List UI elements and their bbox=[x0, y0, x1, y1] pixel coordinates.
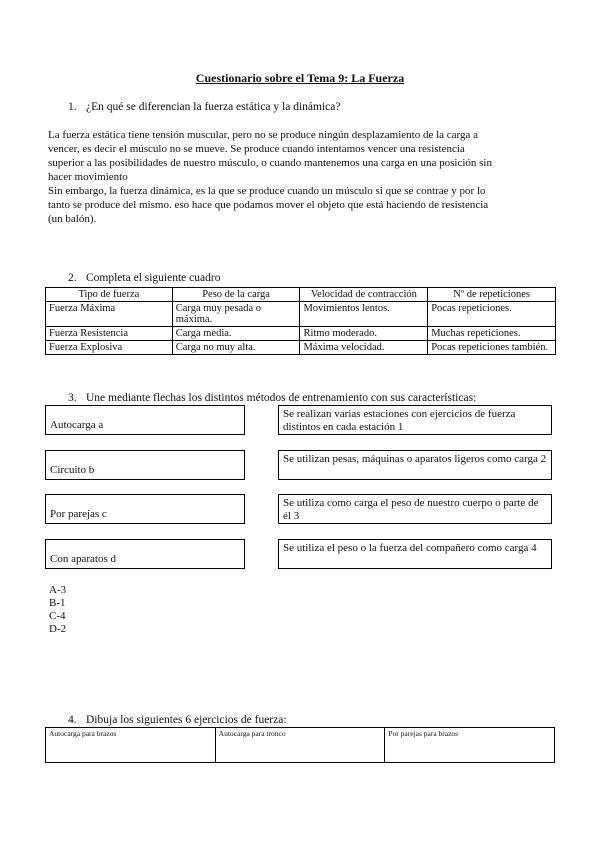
answers-list bbox=[49, 584, 66, 636]
characteristic-text: Se utiliza el peso o la fuerza del compañero como carga 4 bbox=[283, 542, 537, 554]
table-row bbox=[46, 341, 556, 355]
answer-1-part-a bbox=[48, 128, 548, 184]
characteristic-box-2[interactable] bbox=[278, 450, 552, 480]
table-cell: Pocas repeticiones también. bbox=[428, 341, 556, 355]
method-box-c[interactable] bbox=[45, 494, 245, 524]
table-header-cell: Tipo de fuerza bbox=[46, 288, 173, 302]
characteristic-text: Se realizan varias estaciones con ejercicios de fuerza distintos en cada estación 1 bbox=[283, 408, 516, 433]
table-cell: Fuerza Máxima bbox=[46, 302, 173, 327]
characteristic-box-4[interactable] bbox=[278, 539, 552, 569]
table-header-row bbox=[46, 288, 556, 302]
table-cell: Ritmo moderado. bbox=[300, 327, 428, 341]
force-table bbox=[45, 287, 556, 355]
method-label: Con aparatos d bbox=[50, 553, 116, 565]
drawing-cell[interactable]: Autocarga para tronco bbox=[215, 728, 385, 763]
table-cell: Carga no muy alta. bbox=[172, 341, 300, 355]
drawing-cell[interactable]: Por parejas para brazos bbox=[385, 728, 555, 763]
method-label: Autocarga a bbox=[50, 419, 104, 431]
answer-line: vencer, es decir el músculo no se mueve. Se produce cuando intentamos vencer una resistencia bbox=[48, 143, 465, 155]
table-row bbox=[46, 327, 556, 341]
table-cell: Carga muy pesada o máxima. bbox=[172, 302, 300, 327]
table-cell: Pocas repeticiones. bbox=[428, 302, 556, 327]
table-header-cell: Peso de la carga bbox=[172, 288, 300, 302]
table-row bbox=[46, 728, 555, 763]
page-title: Cuestionario sobre el Tema 9: La Fuerza bbox=[195, 71, 405, 85]
answer-line: hacer movimiento bbox=[48, 171, 128, 183]
answer-item: A-3 bbox=[49, 584, 67, 596]
answer-line: Sin embargo, la fuerza dinámica, es la que se produce cuando un músculo si que se contrae y por lo bbox=[48, 185, 486, 197]
answer-line: superior a las posibilidades de nuestro músculo, o cuando mantenemos una carga en una posición sin bbox=[48, 157, 492, 169]
question-1-text: ¿En qué se diferencian la fuerza estática y la dinámica? bbox=[86, 101, 341, 113]
question-4-text: Dibuja los siguientes 6 ejercicios de fuerza: bbox=[86, 714, 287, 726]
table-cell: Muchas repeticiones. bbox=[428, 327, 556, 341]
characteristic-text: Se utiliza como carga el peso de nuestro cuerpo o parte de él 3 bbox=[283, 497, 539, 522]
characteristic-text: Se utilizan pesas, máquinas o aparatos ligeros como carga 2 bbox=[283, 453, 547, 465]
method-label: Por parejas c bbox=[50, 508, 107, 520]
method-label: Circuito b bbox=[50, 464, 95, 476]
method-box-b[interactable] bbox=[45, 450, 245, 480]
table-header-cell: Velocidad de contracción bbox=[300, 288, 428, 302]
table-cell: Movimientos lentos. bbox=[300, 302, 428, 327]
answer-line: tanto se produce del mismo. eso hace que podamos mover el objeto que está haciendo de resistencia bbox=[48, 199, 489, 211]
answer-1-part-b bbox=[48, 184, 548, 226]
answer-item: C-4 bbox=[49, 610, 66, 622]
method-box-d[interactable] bbox=[45, 539, 245, 569]
characteristic-box-3[interactable] bbox=[278, 494, 552, 524]
question-3-number: 3. bbox=[68, 392, 77, 404]
answer-item: D-2 bbox=[49, 623, 67, 635]
table-header-cell: Nº de repeticiones bbox=[428, 288, 556, 302]
question-2-text: Completa el siguiente cuadro bbox=[86, 272, 221, 284]
method-box-a[interactable] bbox=[45, 405, 245, 435]
table-cell: Carga media. bbox=[172, 327, 300, 341]
question-2-number: 2. bbox=[68, 272, 77, 284]
answer-line: La fuerza estática tiene tensión muscular, pero no se produce ningún desplazamiento de la carga a bbox=[48, 129, 479, 141]
table-cell: Máxima velocidad. bbox=[300, 341, 428, 355]
answer-item: B-1 bbox=[49, 597, 66, 609]
answer-line: (un balón). bbox=[48, 213, 97, 225]
exercise-drawing-table bbox=[45, 727, 555, 763]
table-cell: Fuerza Resistencia bbox=[46, 327, 173, 341]
table-cell: Fuerza Explosiva bbox=[46, 341, 173, 355]
drawing-cell[interactable]: Autocarga para brazos bbox=[46, 728, 216, 763]
table-row bbox=[46, 302, 556, 327]
question-3-text: Une mediante flechas los distintos métodos de entrenamiento con sus características: bbox=[86, 392, 477, 404]
characteristic-box-1[interactable] bbox=[278, 405, 552, 435]
question-1-number: 1. bbox=[68, 101, 77, 113]
question-4-number: 4. bbox=[68, 714, 77, 726]
